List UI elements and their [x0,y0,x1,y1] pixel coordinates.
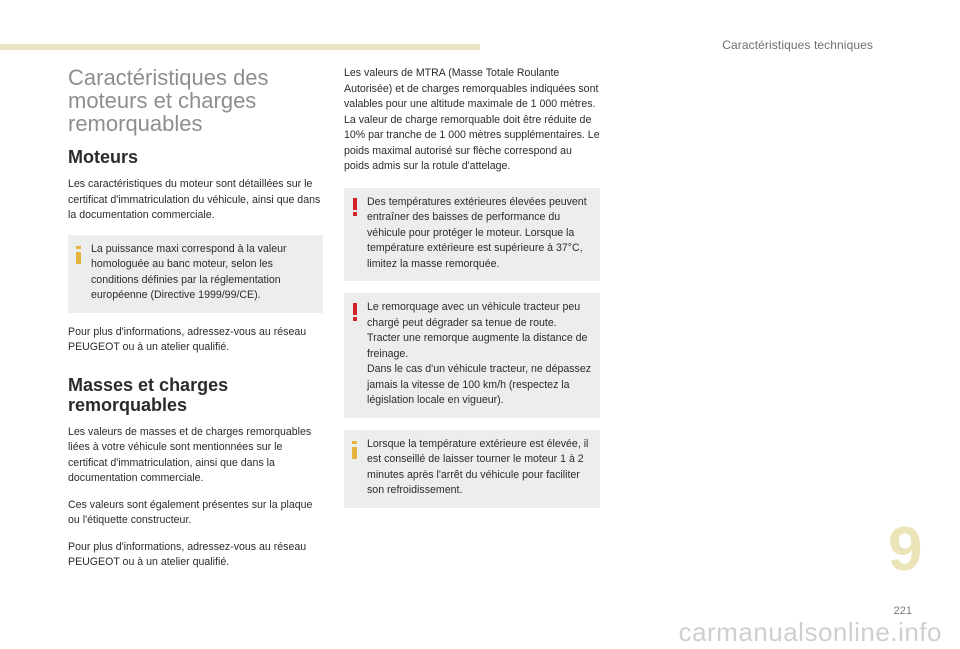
engines-heading: Moteurs [68,147,139,167]
info-box-cooling [344,430,600,508]
warning-box-temperature [344,188,600,282]
warning-box-text-a: Le remorquage avec un véhicule tracteur peu chargé peut dégrader sa tenue de route. [367,301,581,329]
info-icon [76,246,81,264]
info-icon [352,441,357,459]
section-title: Caractéristiques techniques [722,38,873,52]
info-box-power [68,235,323,313]
watermark-logo: carmanualsonline.info [678,617,942,647]
header-accent-bar [0,44,480,50]
masses-heading: Masses et charges remorquables [68,374,229,415]
page-title: Caractéristiques des moteurs et charges remorquables [68,65,269,136]
info-box-text: Lorsque la température extérieure est élevée, il est conseillé de laisser tourner le moteur 1 à 2 minutes après l'arrêt du véhicule pour faciliter son refroidissement. [367,437,589,496]
mtra-paragraph: Les valeurs de MTRA (Masse Totale Roulante Autorisée) et de charges remorquables indiquées sont valables pour une altitude maximale de 1 000 mètres. La valeur de charge remorquable doit être réduite de 10% par tranche de 1 000 mètres supplémentaires. Le poids maximal autorisé sur flèche correspond au poids admis sur la rotule d'attelage. [344,67,600,172]
engines-paragraph: Les caractéristiques du moteur sont détaillées sur le certificat d'immatriculation du véhicule, ainsi que dans la documentation commerciale. [68,178,321,221]
warning-box-text-c: Dans le cas d'un véhicule tracteur, ne dépassez jamais la vitesse de 100 km/h (respectez la législation locale en vigueur). [367,363,592,406]
warning-box-text: Des températures extérieures élevées peuvent entraîner des baisses de performance du véhicule pour protéger le moteur. Lorsque la température extérieure est supérieure à 37°C, limitez la masse remorquée. [367,195,587,270]
chapter-number: 9 [888,515,923,584]
warning-box-text-b: Tracter une remorque augmente la distance de freinage. [367,332,588,360]
masses-paragraph-1: Les valeurs de masses et de charges remorquables liées à votre véhicule sont mentionnées sur le certificat d'immatriculation, ainsi que dans la documentation commerciale. [68,425,312,484]
more-info-paragraph: Pour plus d'informations, adressez-vous au réseau PEUGEOT ou à un atelier qualifié. [68,325,307,353]
warning-box-towing [344,293,600,418]
right-column [344,66,600,520]
masses-paragraph-2: Ces valeurs sont également présentes sur la plaque ou l'étiquette constructeur. [68,498,313,526]
more-info-paragraph-2: Pour plus d'informations, adressez-vous au réseau PEUGEOT ou à un atelier qualifié. [68,540,307,568]
left-column [68,66,323,582]
warning-icon [353,303,357,321]
page-number: 221 [893,605,912,617]
warning-icon [353,198,357,216]
info-box-text: La puissance maxi correspond à la valeur homologuée au banc moteur, selon les conditions définies par la réglementation européenne (Directive 1999/99/CE). [91,242,287,301]
